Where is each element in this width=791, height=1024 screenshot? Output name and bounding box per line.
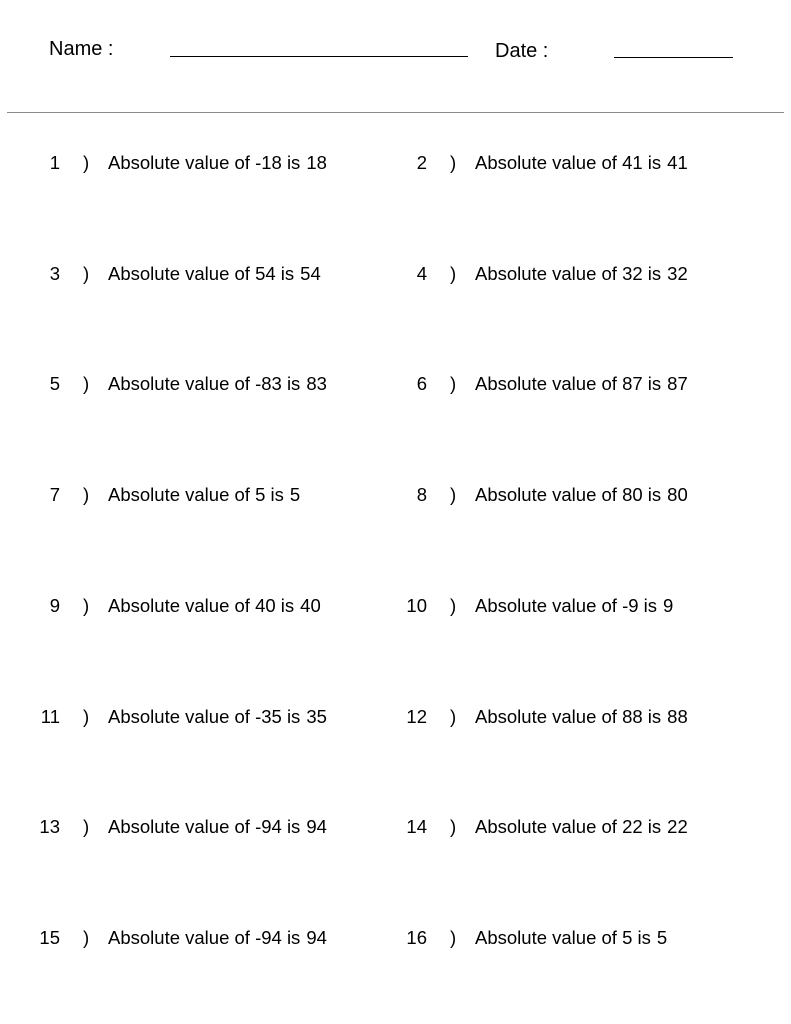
- problem-paren: ): [83, 816, 90, 837]
- problem-question: Absolute value of 80 is: [475, 484, 662, 505]
- problem-paren: ): [83, 152, 90, 173]
- problem-statement: [475, 484, 688, 506]
- problem-number: 3: [49, 263, 60, 284]
- problem-number: 1: [49, 152, 60, 173]
- problem-number: 9: [49, 595, 60, 616]
- problem-answer: 80: [667, 484, 688, 505]
- problem-question: Absolute value of 41 is: [475, 152, 662, 173]
- problem-question: Absolute value of 22 is: [475, 816, 662, 837]
- problem-question: Absolute value of -94 is: [108, 927, 301, 948]
- problem-answer: 87: [667, 373, 688, 394]
- problem-statement: [475, 263, 688, 285]
- problem-paren: ): [450, 263, 457, 284]
- problem-number: 12: [406, 706, 427, 727]
- problem-answer: 32: [667, 263, 688, 284]
- problem-paren: ): [83, 373, 90, 394]
- problem-answer: 94: [306, 927, 327, 948]
- problem-question: Absolute value of -83 is: [108, 373, 301, 394]
- problem-number: 13: [39, 816, 60, 837]
- problem-paren: ): [450, 816, 457, 837]
- problem-question: Absolute value of 5 is: [475, 927, 651, 948]
- problem-question: Absolute value of 5 is: [108, 484, 284, 505]
- date-blank-line[interactable]: [614, 57, 733, 58]
- problem-paren: ): [83, 706, 90, 727]
- problem-paren: ): [83, 927, 90, 948]
- problem-paren: ): [450, 152, 457, 173]
- problem-question: Absolute value of 54 is: [108, 263, 295, 284]
- problem-statement: [108, 706, 327, 728]
- problem-paren: ): [83, 595, 90, 616]
- problem-paren: ): [83, 484, 90, 505]
- date-label: Date :: [495, 40, 549, 62]
- problem-statement: [475, 152, 688, 174]
- problem-statement: [108, 927, 327, 949]
- problem-number: 2: [416, 152, 427, 173]
- problem-number: 14: [406, 816, 427, 837]
- problem-number: 4: [416, 263, 427, 284]
- problem-statement: [475, 816, 688, 838]
- problem-paren: ): [83, 263, 90, 284]
- problem-paren: ): [450, 373, 457, 394]
- problem-answer: 18: [306, 152, 327, 173]
- problem-answer: 83: [306, 373, 327, 394]
- problem-question: Absolute value of 32 is: [475, 263, 662, 284]
- problem-number: 16: [406, 927, 427, 948]
- problem-number: 10: [406, 595, 427, 616]
- problem-number: 5: [49, 373, 60, 394]
- problem-answer: 9: [663, 595, 674, 616]
- problem-question: Absolute value of -35 is: [108, 706, 301, 727]
- problem-number: 7: [49, 484, 60, 505]
- problem-answer: 22: [667, 816, 688, 837]
- problem-statement: [108, 595, 321, 617]
- problem-statement: [475, 373, 688, 395]
- problem-statement: [108, 152, 327, 174]
- problem-number: 11: [40, 706, 60, 727]
- problem-answer: 41: [667, 152, 688, 173]
- problem-answer: 40: [300, 595, 321, 616]
- problem-answer: 5: [289, 484, 301, 505]
- name-label: Name :: [49, 38, 114, 60]
- problem-statement: [108, 816, 327, 838]
- problem-statement: [475, 595, 673, 617]
- problem-statement: [108, 484, 300, 506]
- problem-paren: ): [450, 706, 457, 727]
- problem-answer: 88: [667, 706, 688, 727]
- problem-answer: 54: [300, 263, 321, 284]
- problem-statement: [108, 373, 327, 395]
- problem-question: Absolute value of -18 is: [108, 152, 301, 173]
- problem-question: Absolute value of -9 is: [475, 595, 658, 616]
- problem-question: Absolute value of -94 is: [108, 816, 301, 837]
- problem-question: Absolute value of 40 is: [108, 595, 295, 616]
- problem-question: Absolute value of 87 is: [475, 373, 662, 394]
- problem-answer: 35: [306, 706, 327, 727]
- problem-paren: ): [450, 595, 457, 616]
- name-blank-line[interactable]: [170, 56, 468, 57]
- problem-paren: ): [450, 927, 457, 948]
- problem-statement: [475, 706, 688, 728]
- problem-answer: 5: [656, 927, 668, 948]
- problem-paren: ): [450, 484, 457, 505]
- problem-question: Absolute value of 88 is: [475, 706, 662, 727]
- problem-answer: 94: [306, 816, 327, 837]
- problem-statement: [108, 263, 321, 285]
- header-divider: [7, 112, 784, 113]
- problem-statement: [475, 927, 667, 949]
- problem-number: 6: [416, 373, 427, 394]
- problem-number: 8: [416, 484, 427, 505]
- problem-number: 15: [39, 927, 60, 948]
